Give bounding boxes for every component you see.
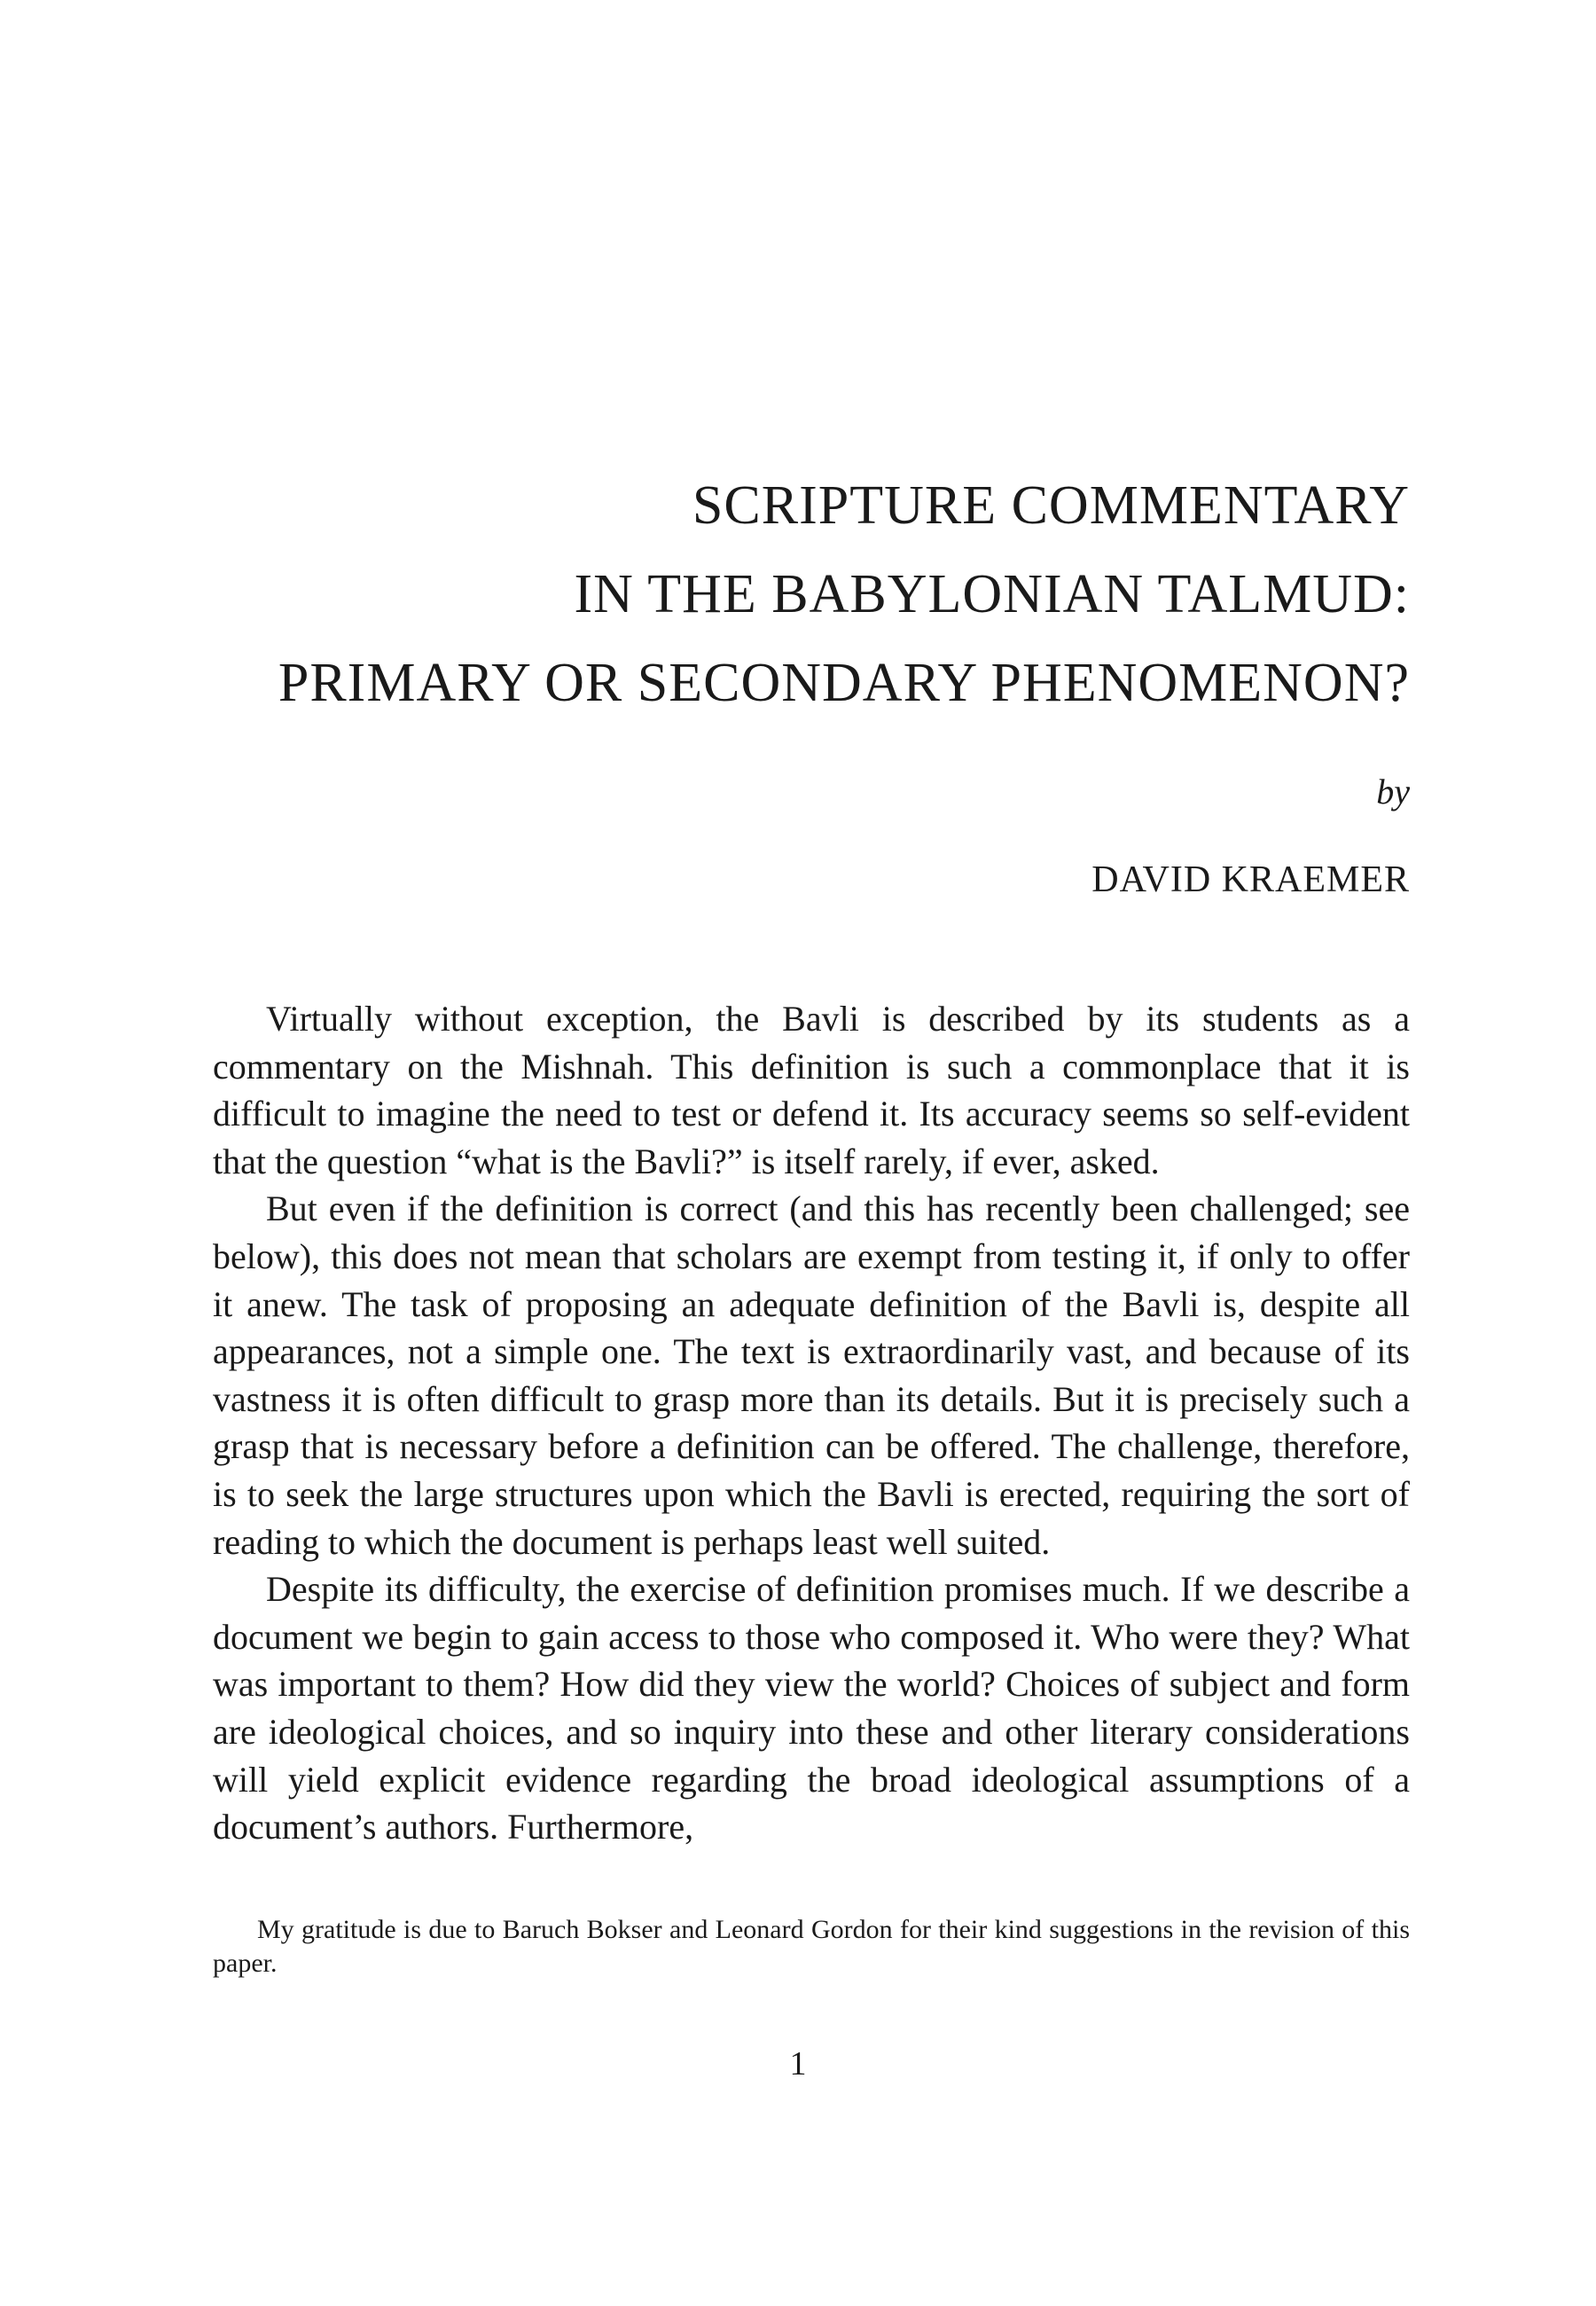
paragraph-2: But even if the definition is correct (and this has recently been challenged; see below), this does not mean that scholars are exempt from testing it, if only to offer it anew. The task of proposing an adequate definition of the Bavli is, despite all appearances, not a simple one. The text is extraordinarily vast, and because of its vastness it is often difficult to grasp more than its details. But it is precisely such a grasp that is necessary before a definition can be offered. The challenge, therefore, is to seek the large structures upon which the Bavli is erected, requiring the sort of reading to which the document is perhaps least well suited.	[213, 1188, 1410, 1562]
author-name: DAVID KRAEMER	[1091, 859, 1410, 900]
paragraph-1: Virtually without exception, the Bavli is described by its students as a commentary on the Mishnah. This definition is such a commonplace that it is difficult to imagine the need to test or defend it. Its accuracy seems so self-evident that the question “what is the Bavli?” is itself rarely, if ever, asked.	[213, 999, 1410, 1181]
paragraph-3: Despite its difficulty, the exercise of definition promises much. If we describe a document we begin to gain access to those who composed it. Who were they? What was important to them? How did they view the world? Choices of subject and form are ideological choices, and so inquiry into these and other literary considerations will yield explicit evidence regarding the broad ideological assumptions of a document’s authors. Furthermore,	[213, 1569, 1410, 1847]
page-number: 1	[789, 2045, 807, 2082]
byline: by	[1376, 772, 1410, 812]
title-line-2: IN THE BABYLONIAN TALMUD:	[574, 564, 1410, 624]
article-title	[213, 461, 1410, 727]
title-line-1: SCRIPTURE COMMENTARY	[692, 475, 1410, 536]
title-line-3: PRIMARY OR SECONDARY PHENOMENON?	[278, 653, 1410, 713]
body-text	[213, 995, 1410, 1851]
footnote: My gratitude is due to Baruch Bokser and Leonard Gordon for their kind suggestions in the revision of this paper.	[213, 1915, 1410, 1978]
